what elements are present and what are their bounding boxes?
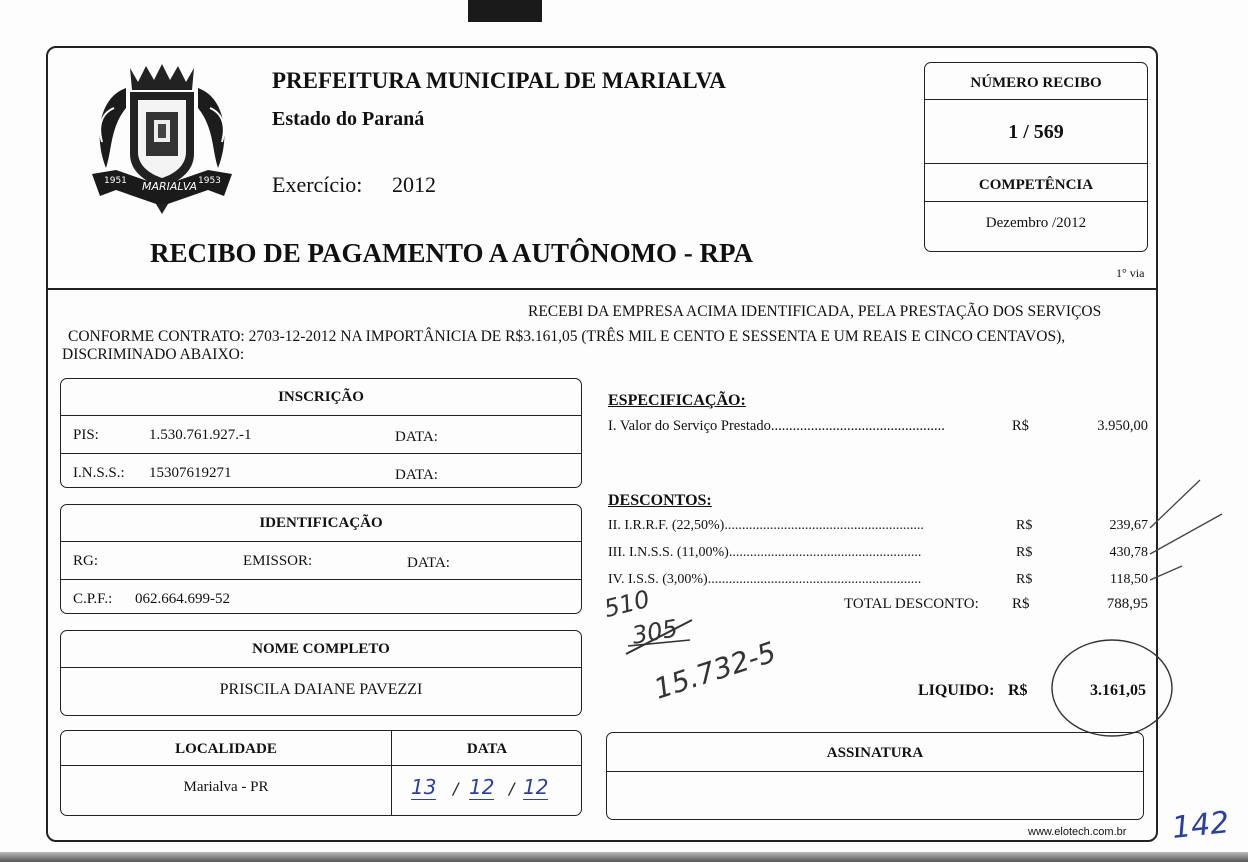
inss-date-label: DATA: bbox=[395, 467, 438, 483]
service-label: I. Valor do Serviço Prestado bbox=[608, 418, 771, 434]
municipality-title: PREFEITURA MUNICIPAL DE MARIALVA bbox=[272, 68, 726, 93]
service-dots: ................................................ bbox=[770, 418, 945, 434]
date-sep-2: / bbox=[509, 779, 515, 798]
handwritten-note-15732: 15.732-5 bbox=[649, 635, 780, 706]
localidade-value: Marialva - PR bbox=[183, 779, 269, 795]
discount-currency: R$ bbox=[1012, 518, 1032, 534]
rg-label: RG: bbox=[73, 553, 99, 569]
scan-artifact-bottom bbox=[0, 852, 1248, 862]
check-stroke-icon bbox=[1150, 480, 1200, 528]
discount-value: 118,50 bbox=[1070, 572, 1148, 588]
date-month: 12 bbox=[469, 775, 495, 799]
receipt-number-value: 1 / 569 bbox=[1008, 121, 1064, 143]
descontos-title: DESCONTOS: bbox=[608, 492, 712, 509]
state-name: Estado do Paraná bbox=[272, 108, 425, 130]
total-discount-label: TOTAL DESCONTO: bbox=[844, 596, 979, 612]
emissor-label: EMISSOR: bbox=[243, 553, 313, 569]
receipt-title: RECIBO DE PAGAMENTO A AUTÔNOMO - RPA bbox=[150, 238, 754, 268]
nome-completo-value: PRISCILA DAIANE PAVEZZI bbox=[219, 681, 423, 698]
inss-value: 15307619271 bbox=[149, 465, 232, 481]
date-sep-1: / bbox=[453, 779, 459, 798]
nome-completo-title: NOME COMPLETO bbox=[252, 641, 390, 657]
cpf-label: C.P.F.: bbox=[73, 591, 113, 607]
especificacao-title: ESPECIFICAÇÃO: bbox=[608, 392, 746, 409]
discount-label: III. I.N.S.S. (11,00%) bbox=[608, 545, 729, 560]
statement-line-1: RECEBI DA EMPRESA ACIMA IDENTIFICADA, PELA PRESTAÇÃO DOS SERVIÇOS bbox=[528, 303, 1102, 320]
service-value: 3.950,00 bbox=[1097, 418, 1148, 434]
discount-currency: R$ bbox=[1012, 572, 1032, 588]
date-day: 13 bbox=[411, 775, 437, 799]
total-discount-value: 788,95 bbox=[1106, 596, 1148, 612]
cpf-value: 062.664.699-52 bbox=[135, 591, 230, 607]
discount-label: II. I.R.R.F. (22,50%) bbox=[608, 518, 725, 533]
footer-website: www.elotech.com.br bbox=[1028, 826, 1127, 838]
discount-currency: R$ bbox=[1012, 545, 1032, 561]
identificacao-title: IDENTIFICAÇÃO bbox=[259, 515, 383, 531]
localidade-title: LOCALIDADE bbox=[175, 741, 277, 757]
net-amount-currency: R$ bbox=[1008, 682, 1028, 699]
discount-dots: ............................................................. bbox=[707, 572, 922, 587]
check-stroke-icon bbox=[1150, 566, 1182, 580]
pis-date-label: DATA: bbox=[395, 429, 438, 445]
circle-mark-icon bbox=[1052, 640, 1172, 736]
date-year: 12 bbox=[523, 775, 549, 799]
pis-label: PIS: bbox=[73, 427, 99, 443]
pis-value: 1.530.761.927.-1 bbox=[149, 427, 252, 443]
copy-via: 1° via bbox=[1116, 266, 1145, 280]
service-currency: R$ bbox=[1012, 418, 1029, 434]
net-amount-value: 3.161,05 bbox=[1090, 682, 1146, 699]
emblem-banner-text: MARIALVA bbox=[142, 180, 198, 193]
receipt-number-label: NÚMERO RECIBO bbox=[970, 75, 1102, 91]
signature-box bbox=[606, 732, 1144, 820]
rg-date-label: DATA: bbox=[407, 555, 450, 571]
emblem-year-right: 1953 bbox=[198, 176, 221, 186]
signature-title: ASSINATURA bbox=[826, 745, 924, 761]
inss-label: I.N.S.S.: bbox=[73, 465, 125, 481]
total-discount-currency: R$ bbox=[1012, 596, 1030, 612]
discount-dots: ......................................................... bbox=[724, 518, 924, 533]
exercise-label: Exercício: bbox=[272, 172, 363, 197]
handwritten-note-510: 510 bbox=[601, 584, 653, 624]
inscricao-title: INSCRIÇÃO bbox=[278, 389, 364, 405]
net-amount-label: LIQUIDO: bbox=[918, 682, 995, 699]
discount-value: 239,67 bbox=[1070, 518, 1149, 534]
handwritten-page-number: 142 bbox=[1170, 805, 1231, 846]
statement-line-3: DISCRIMINADO ABAIXO: bbox=[62, 346, 245, 363]
statement-line-2: CONFORME CONTRATO: 2703-12-2012 NA IMPORTÂNICIA DE R$3.161,05 (TRÊS MIL E CENTO E SESSENTA E UM REAIS E CINCO CENTAVOS), bbox=[68, 328, 1066, 345]
handwritten-note-305: 305 bbox=[629, 614, 680, 650]
discount-dots: ....................................................... bbox=[728, 545, 922, 560]
discount-label: IV. I.S.S. (3,00%) bbox=[608, 572, 708, 587]
check-stroke-icon bbox=[1150, 514, 1222, 554]
competence-value: Dezembro /2012 bbox=[985, 215, 1087, 231]
discount-value: 430,78 bbox=[1070, 545, 1149, 561]
exercise-year: 2012 bbox=[392, 172, 436, 197]
competence-label: COMPETÊNCIA bbox=[978, 177, 1094, 193]
data-title: DATA bbox=[466, 741, 508, 757]
emblem-year-left: 1951 bbox=[104, 176, 127, 186]
